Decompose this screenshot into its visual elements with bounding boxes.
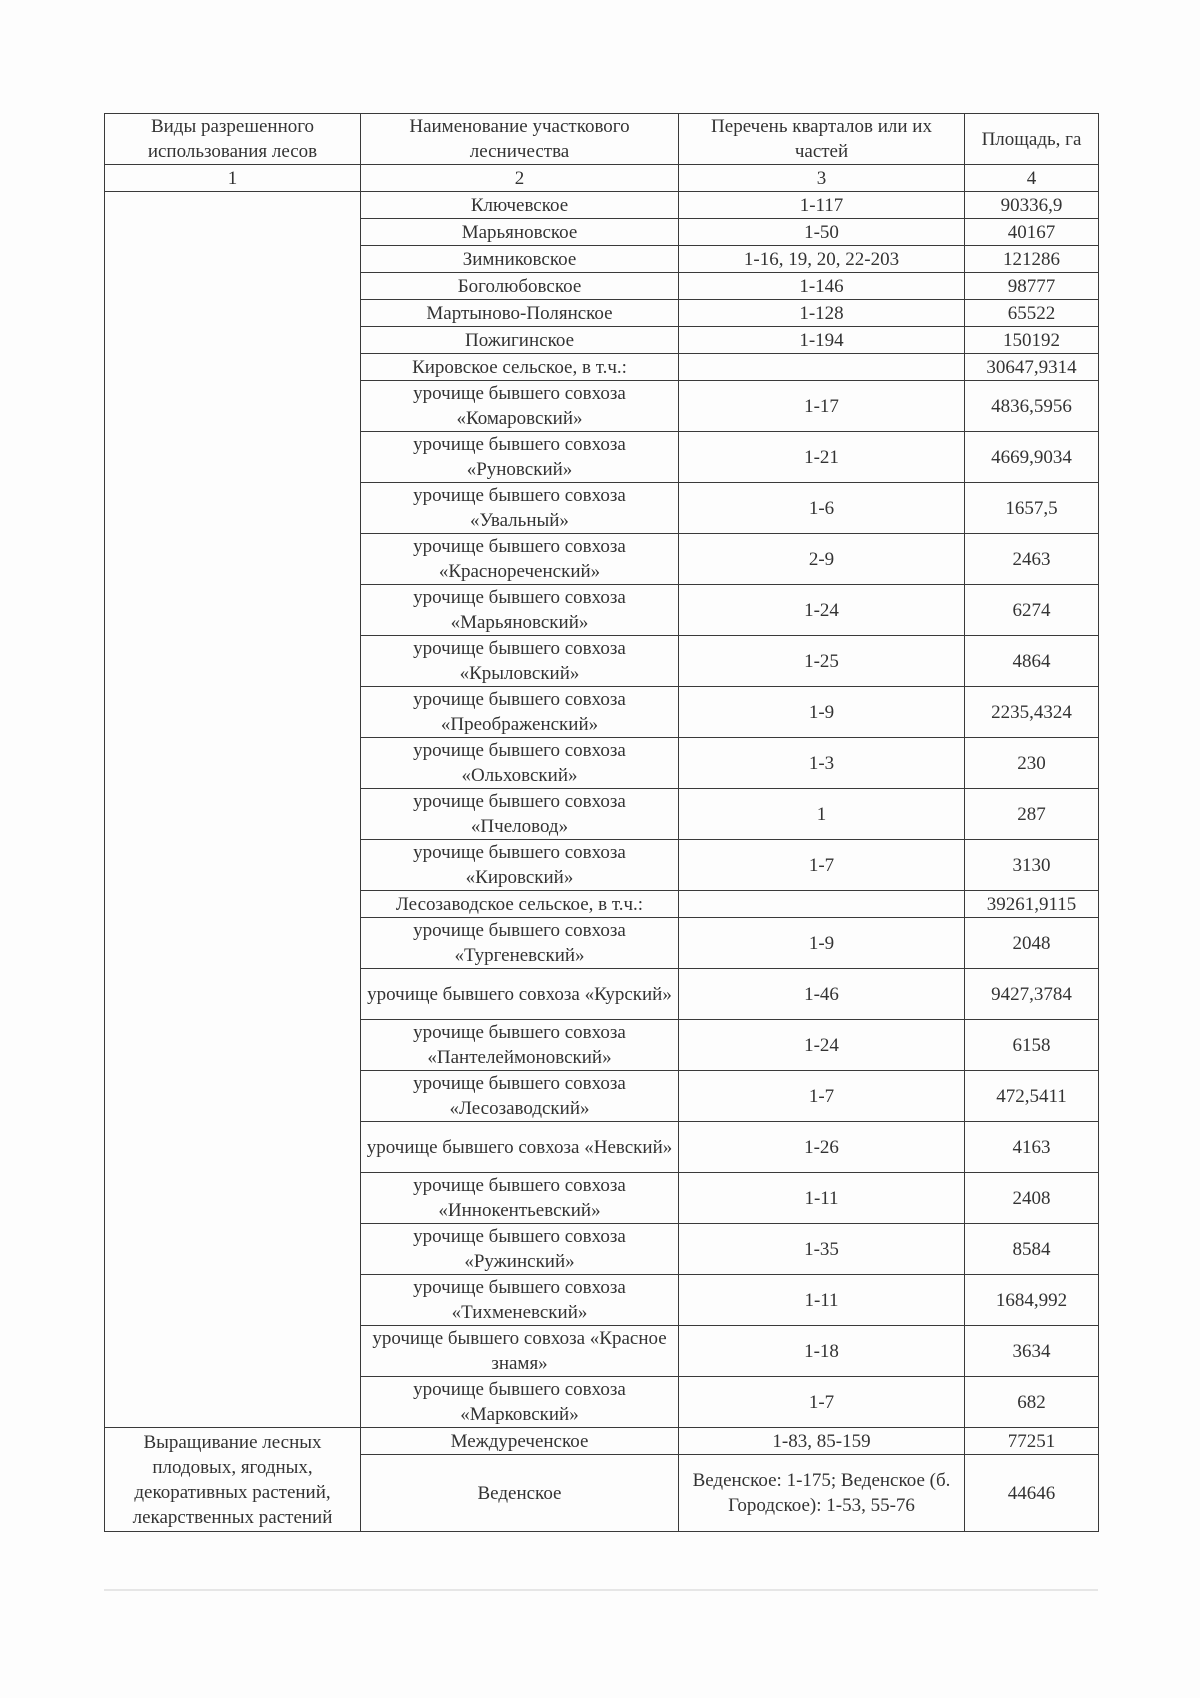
forestry-name-cell: урочище бывшего совхоза «Преображенский» bbox=[361, 687, 679, 738]
forestry-name-cell: урочище бывшего совхоза «Тихменевский» bbox=[361, 1275, 679, 1326]
forest-use-table bbox=[104, 113, 1099, 1532]
quarters-cell: 1-7 bbox=[679, 1377, 965, 1428]
forestry-name-cell: Лесозаводское сельское, в т.ч.: bbox=[361, 891, 679, 918]
quarters-cell: 1-194 bbox=[679, 327, 965, 354]
area-cell: 6158 bbox=[965, 1020, 1099, 1071]
forestry-name-cell: урочище бывшего совхоза «Марковский» bbox=[361, 1377, 679, 1428]
area-cell: 40167 bbox=[965, 219, 1099, 246]
area-cell: 65522 bbox=[965, 300, 1099, 327]
column-number-4: 4 bbox=[965, 165, 1099, 192]
quarters-cell: 1-7 bbox=[679, 840, 965, 891]
forestry-name-cell: Кировское сельское, в т.ч.: bbox=[361, 354, 679, 381]
forestry-name-cell: урочище бывшего совхоза «Комаровский» bbox=[361, 381, 679, 432]
area-cell: 150192 bbox=[965, 327, 1099, 354]
forestry-name-cell: Зимниковское bbox=[361, 246, 679, 273]
quarters-cell bbox=[679, 354, 965, 381]
forestry-name-cell: Веденское bbox=[361, 1455, 679, 1532]
quarters-cell: 2-9 bbox=[679, 534, 965, 585]
area-cell: 4669,9034 bbox=[965, 432, 1099, 483]
area-cell: 8584 bbox=[965, 1224, 1099, 1275]
quarters-cell: 1-26 bbox=[679, 1122, 965, 1173]
column-number-row bbox=[105, 165, 1099, 192]
forestry-name-cell: урочище бывшего совхоза «Марьяновский» bbox=[361, 585, 679, 636]
column-number-3: 3 bbox=[679, 165, 965, 192]
quarters-cell: 1-83, 85-159 bbox=[679, 1428, 965, 1455]
quarters-cell: 1-17 bbox=[679, 381, 965, 432]
forestry-name-cell: урочище бывшего совхоза «Ольховский» bbox=[361, 738, 679, 789]
forestry-name-cell: урочище бывшего совхоза «Тургеневский» bbox=[361, 918, 679, 969]
column-number-2: 2 bbox=[361, 165, 679, 192]
forestry-name-cell: Марьяновское bbox=[361, 219, 679, 246]
forestry-name-cell: урочище бывшего совхоза «Курский» bbox=[361, 969, 679, 1020]
area-cell: 3130 bbox=[965, 840, 1099, 891]
quarters-cell bbox=[679, 891, 965, 918]
quarters-cell: 1-11 bbox=[679, 1173, 965, 1224]
column-number-1: 1 bbox=[105, 165, 361, 192]
forestry-name-cell: урочище бывшего совхоза «Ружинский» bbox=[361, 1224, 679, 1275]
forestry-name-cell: Ключевское bbox=[361, 192, 679, 219]
table-body bbox=[105, 114, 1099, 1532]
area-cell: 2408 bbox=[965, 1173, 1099, 1224]
area-cell: 2235,4324 bbox=[965, 687, 1099, 738]
quarters-cell: 1-18 bbox=[679, 1326, 965, 1377]
area-cell: 9427,3784 bbox=[965, 969, 1099, 1020]
area-cell: 230 bbox=[965, 738, 1099, 789]
forestry-name-cell: урочище бывшего совхоза «Краснореченский» bbox=[361, 534, 679, 585]
area-cell: 121286 bbox=[965, 246, 1099, 273]
area-cell: 44646 bbox=[965, 1455, 1099, 1532]
quarters-cell: Веденское: 1-175; Веденское (б. Городское): 1-53, 55-76 bbox=[679, 1455, 965, 1532]
quarters-cell: 1-128 bbox=[679, 300, 965, 327]
header-quarters: Перечень кварталов или их частей bbox=[679, 114, 965, 165]
forestry-name-cell: урочище бывшего совхоза «Крыловский» bbox=[361, 636, 679, 687]
area-cell: 39261,9115 bbox=[965, 891, 1099, 918]
forestry-name-cell: урочище бывшего совхоза «Лесозаводский» bbox=[361, 1071, 679, 1122]
quarters-cell: 1-117 bbox=[679, 192, 965, 219]
quarters-cell: 1-21 bbox=[679, 432, 965, 483]
quarters-cell: 1-3 bbox=[679, 738, 965, 789]
forestry-name-cell: Мартыново-Полянское bbox=[361, 300, 679, 327]
area-cell: 4864 bbox=[965, 636, 1099, 687]
area-cell: 2463 bbox=[965, 534, 1099, 585]
quarters-cell: 1-9 bbox=[679, 687, 965, 738]
area-cell: 1684,992 bbox=[965, 1275, 1099, 1326]
quarters-cell: 1-16, 19, 20, 22-203 bbox=[679, 246, 965, 273]
scan-artifact-line bbox=[104, 1589, 1098, 1591]
area-cell: 90336,9 bbox=[965, 192, 1099, 219]
use-type-cell-empty bbox=[105, 192, 361, 1428]
forestry-name-cell: урочище бывшего совхоза «Кировский» bbox=[361, 840, 679, 891]
area-cell: 2048 bbox=[965, 918, 1099, 969]
forestry-name-cell: урочище бывшего совхоза «Невский» bbox=[361, 1122, 679, 1173]
area-cell: 30647,9314 bbox=[965, 354, 1099, 381]
header-use-type: Виды разрешенного использования лесов bbox=[105, 114, 361, 165]
quarters-cell: 1-24 bbox=[679, 585, 965, 636]
area-cell: 6274 bbox=[965, 585, 1099, 636]
forestry-name-cell: урочище бывшего совхоза «Иннокентьевский» bbox=[361, 1173, 679, 1224]
quarters-cell: 1-6 bbox=[679, 483, 965, 534]
forestry-name-cell: Пожигинское bbox=[361, 327, 679, 354]
table-header-row bbox=[105, 114, 1099, 165]
quarters-cell: 1-146 bbox=[679, 273, 965, 300]
area-cell: 472,5411 bbox=[965, 1071, 1099, 1122]
area-cell: 3634 bbox=[965, 1326, 1099, 1377]
table-row bbox=[105, 192, 1099, 219]
quarters-cell: 1-24 bbox=[679, 1020, 965, 1071]
forestry-name-cell: урочище бывшего совхоза «Увальный» bbox=[361, 483, 679, 534]
forestry-name-cell: урочище бывшего совхоза «Пчеловод» bbox=[361, 789, 679, 840]
area-cell: 287 bbox=[965, 789, 1099, 840]
forestry-name-cell: Боголюбовское bbox=[361, 273, 679, 300]
use-type-cell: Выращивание лесных плодовых, ягодных, декоративных растений, лекарственных растений bbox=[105, 1428, 361, 1532]
area-cell: 682 bbox=[965, 1377, 1099, 1428]
area-cell: 77251 bbox=[965, 1428, 1099, 1455]
quarters-cell: 1-11 bbox=[679, 1275, 965, 1326]
forestry-name-cell: урочище бывшего совхоза «Красное знамя» bbox=[361, 1326, 679, 1377]
header-forestry-name: Наименование участкового лесничества bbox=[361, 114, 679, 165]
quarters-cell: 1-9 bbox=[679, 918, 965, 969]
forestry-name-cell: урочище бывшего совхоза «Пантелеймоновский» bbox=[361, 1020, 679, 1071]
forestry-name-cell: урочище бывшего совхоза «Руновский» bbox=[361, 432, 679, 483]
table-row bbox=[105, 1428, 1099, 1455]
area-cell: 1657,5 bbox=[965, 483, 1099, 534]
area-cell: 98777 bbox=[965, 273, 1099, 300]
header-area: Площадь, га bbox=[965, 114, 1099, 165]
quarters-cell: 1-25 bbox=[679, 636, 965, 687]
area-cell: 4163 bbox=[965, 1122, 1099, 1173]
quarters-cell: 1-7 bbox=[679, 1071, 965, 1122]
forestry-name-cell: Междуреченское bbox=[361, 1428, 679, 1455]
quarters-cell: 1-35 bbox=[679, 1224, 965, 1275]
quarters-cell: 1-46 bbox=[679, 969, 965, 1020]
quarters-cell: 1-50 bbox=[679, 219, 965, 246]
quarters-cell: 1 bbox=[679, 789, 965, 840]
area-cell: 4836,5956 bbox=[965, 381, 1099, 432]
